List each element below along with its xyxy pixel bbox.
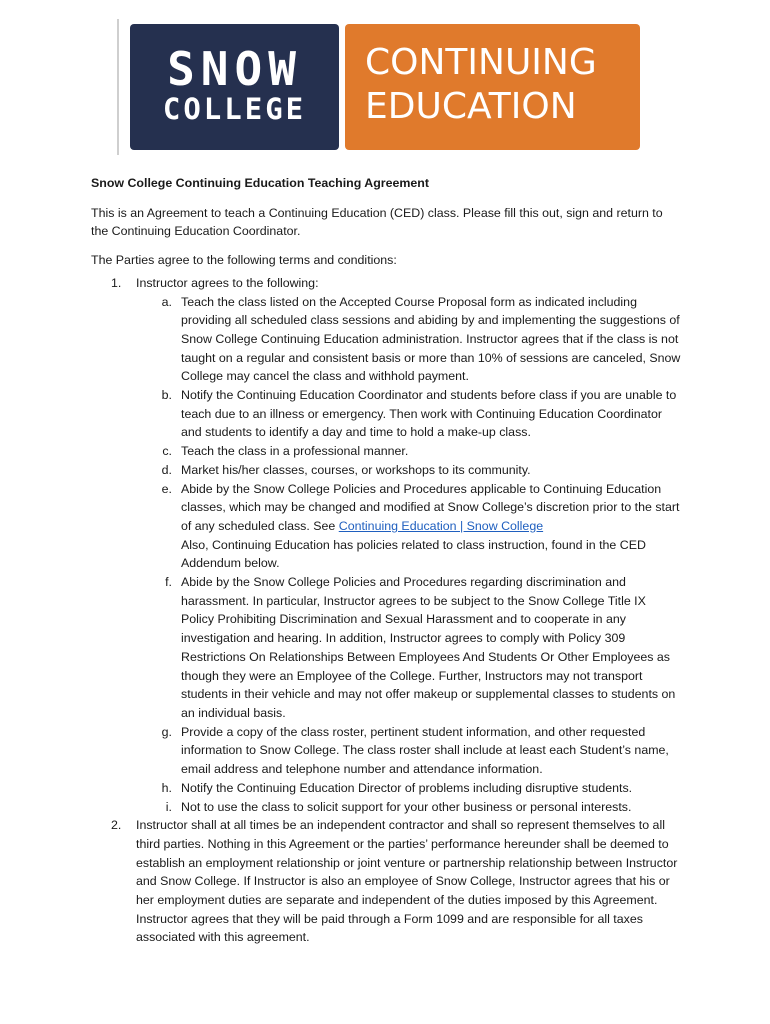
obligation-item bbox=[136, 779, 681, 798]
obligation-item bbox=[136, 293, 681, 387]
instructor-obligations-list bbox=[136, 293, 681, 817]
obligation-letter: h. bbox=[161, 780, 172, 795]
obligation-letter: e. bbox=[161, 481, 172, 496]
term-number: 2. bbox=[111, 818, 122, 833]
obligation-letter: c. bbox=[162, 444, 172, 459]
obligation-letter: a. bbox=[161, 294, 172, 309]
obligation-text: Teach the class in a professional manner. bbox=[181, 444, 409, 459]
logo-education-word: EDUCATION bbox=[365, 86, 577, 127]
intro-paragraph: This is an Agreement to teach a Continuing Education (CED) class. Please fill this out, sign and return to the Continuing Education Coordinator. bbox=[91, 205, 663, 239]
obligation-item bbox=[136, 723, 681, 779]
continuing-education-link[interactable]: Continuing Education | Snow College bbox=[338, 518, 544, 533]
obligation-letter: f. bbox=[165, 575, 172, 590]
continuing-education-logo-block bbox=[345, 24, 640, 150]
obligation-text: Notify the Continuing Education Director of problems including disruptive students. bbox=[181, 780, 633, 795]
logo-snow-word: SNOW bbox=[167, 42, 302, 96]
obligation-text-continued: Also, Continuing Education has policies related to class instruction, found in the CED Addendum below. bbox=[181, 537, 646, 571]
obligation-text: Abide by the Snow College Policies and Procedures applicable to Continuing Education classes, which may be changed and modified at Snow College’s discretion prior to the start of any scheduled class. See bbox=[181, 481, 680, 533]
obligation-text: Notify the Continuing Education Coordinator and students before class if you are unable to teach due to an illness or emergency. Then work with Continuing Education Coordinator and students to identify a day and time to hold a make-up class. bbox=[181, 388, 677, 440]
logo-college-word: COLLEGE bbox=[162, 92, 307, 126]
obligation-item bbox=[136, 386, 681, 442]
obligation-text: Abide by the Snow College Policies and Procedures regarding discrimination and harassment. In particular, Instructor agrees to be subject to the Snow College Title IX Policy Prohibiting Discrimination and Sexual Harassment and to cooperate in any investigation and hearing. In addition, Instructor agrees to comply with Policy 309 Restrictions On Relationships Between Employees And Students Or Other Employees as though they were an Employee of the College. Further, Instructors may not transport students in their vehicle and may not offer makeup or supplemental classes to students on an individual basis. bbox=[181, 575, 676, 720]
obligation-letter: b. bbox=[161, 388, 172, 403]
logo-continuing-word: CONTINUING bbox=[365, 42, 597, 83]
obligation-item bbox=[136, 573, 681, 723]
parties-paragraph: The Parties agree to the following terms and conditions: bbox=[91, 253, 397, 268]
snow-college-ce-logo bbox=[117, 19, 640, 155]
term-text: Instructor shall at all times be an independent contractor and shall so represent themselves to all third parties. Nothing in this Agreement or the parties’ performance hereunder shall be deemed to establish an employment relationship or joint venture or partnership relationship between Instructor and Snow College. If Instructor is also an employee of Snow College, Instructor agrees that his or her employment duties are separate and independent of the duties imposed by this Agreement. Instructor agrees that they will be paid through a Form 1099 and are responsible for all taxes associated with this agreement. bbox=[136, 818, 678, 945]
obligation-item bbox=[136, 442, 681, 461]
obligation-text: Teach the class listed on the Accepted Course Proposal form as indicated including providing all scheduled class sessions and abiding by and implementing the suggestions of Snow College Continuing Education administration. Instructor agrees that if the class is not taught on a regular and consistent basis or more than 10% of sessions are canceled, Snow College may cancel the class and withhold payment. bbox=[181, 294, 681, 384]
agreement-document bbox=[91, 174, 681, 947]
obligation-item bbox=[136, 480, 681, 574]
obligation-letter: g. bbox=[161, 724, 172, 739]
document-title: Snow College Continuing Education Teaching Agreement bbox=[91, 176, 430, 190]
term-item bbox=[91, 816, 681, 947]
obligation-letter: d. bbox=[161, 462, 172, 477]
obligation-text: Market his/her classes, courses, or workshops to its community. bbox=[181, 462, 531, 477]
logo-divider bbox=[117, 19, 119, 155]
obligation-text: Not to use the class to solicit support for your other business or personal interests. bbox=[181, 799, 632, 814]
snow-college-logo-block bbox=[130, 24, 339, 150]
term-text: Instructor agrees to the following: bbox=[136, 275, 319, 290]
obligation-text: Provide a copy of the class roster, pertinent student information, and other requested information to Snow College. The class roster shall include at least each Student’s name, email address and telephone number and attendance information. bbox=[181, 724, 669, 777]
term-item bbox=[91, 274, 681, 816]
terms-list bbox=[91, 274, 681, 947]
obligation-letter: i. bbox=[165, 799, 172, 814]
obligation-item bbox=[136, 461, 681, 480]
obligation-item bbox=[136, 798, 681, 817]
term-number: 1. bbox=[111, 275, 122, 290]
